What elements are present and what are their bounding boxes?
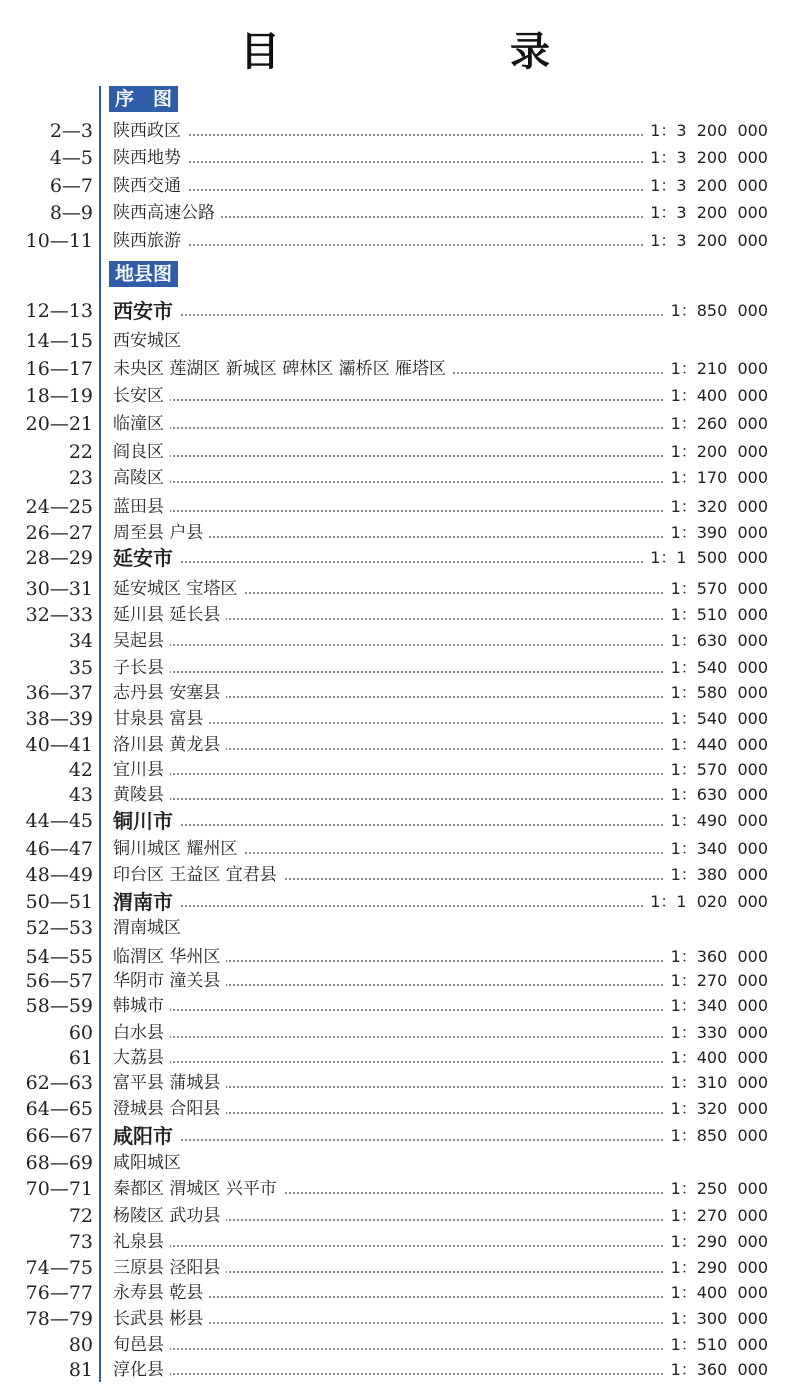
map-scale: 1：570 000 xyxy=(665,576,768,602)
toc-entry[interactable] xyxy=(0,706,790,732)
map-scale: 1：250 000 xyxy=(665,1176,768,1202)
map-name: 渭南市 xyxy=(113,889,179,915)
toc-entry[interactable] xyxy=(0,944,790,970)
map-scale: 1：630 000 xyxy=(665,628,768,654)
map-name: 咸阳城区 xyxy=(113,1150,187,1176)
toc-entry[interactable] xyxy=(0,383,790,409)
map-name: 延川县 延长县 xyxy=(113,602,226,628)
page-number: 68—69 xyxy=(25,1152,93,1174)
page-number: 60 xyxy=(68,1022,93,1044)
page-number: 52—53 xyxy=(25,917,93,939)
page-number: 43 xyxy=(68,784,93,806)
dot-leader xyxy=(118,671,730,673)
map-scale: 1：400 000 xyxy=(665,1045,768,1071)
toc-entry[interactable] xyxy=(0,862,790,888)
section-header-di-xian-tu: 地县图 xyxy=(109,261,178,287)
toc-entry[interactable] xyxy=(0,465,790,491)
map-scale: 1：300 000 xyxy=(665,1306,768,1332)
map-scale: 1：290 000 xyxy=(665,1229,768,1255)
dot-leader xyxy=(118,1009,730,1011)
map-name: 渭南城区 xyxy=(113,915,187,941)
page-number: 70—71 xyxy=(25,1178,93,1200)
toc-entry[interactable] xyxy=(0,173,790,199)
dot-leader xyxy=(118,1036,730,1038)
map-scale: 1：310 000 xyxy=(665,1070,768,1096)
toc-entry[interactable] xyxy=(0,1020,790,1046)
map-scale: 1：260 000 xyxy=(665,411,768,437)
toc-entry[interactable] xyxy=(0,732,790,758)
page-number: 56—57 xyxy=(25,970,93,992)
map-scale: 1：330 000 xyxy=(665,1020,768,1046)
map-name: 阎良区 xyxy=(113,439,170,465)
map-scale: 1：400 000 xyxy=(665,383,768,409)
page-number: 10—11 xyxy=(25,230,93,252)
map-name: 子长县 xyxy=(113,655,170,681)
toc-entry[interactable] xyxy=(0,602,790,628)
dot-leader xyxy=(118,798,730,800)
toc-entry[interactable] xyxy=(0,1070,790,1096)
map-name: 咸阳市 xyxy=(113,1123,179,1149)
section-header-xu-tu: 序 图 xyxy=(109,86,178,112)
toc-entry[interactable] xyxy=(0,494,790,520)
map-scale: 1：290 000 xyxy=(665,1255,768,1281)
map-name: 永寿县 乾县 xyxy=(113,1280,209,1306)
map-scale: 1：400 000 xyxy=(665,1280,768,1306)
map-name: 大荔县 xyxy=(113,1045,170,1071)
page-number: 28—29 xyxy=(25,547,93,569)
page-number: 50—51 xyxy=(25,891,93,913)
toc-entry[interactable] xyxy=(0,356,790,382)
page-number: 32—33 xyxy=(25,604,93,626)
toc-entry[interactable] xyxy=(0,576,790,602)
map-scale: 1：440 000 xyxy=(665,732,768,758)
map-scale: 1：3 200 000 xyxy=(644,173,768,199)
dot-leader xyxy=(118,481,730,483)
dot-leader xyxy=(118,905,730,907)
map-scale: 1：390 000 xyxy=(665,520,768,546)
page-number: 64—65 xyxy=(25,1098,93,1120)
dot-leader xyxy=(118,314,730,316)
toc-entry[interactable] xyxy=(0,298,790,324)
map-scale: 1：270 000 xyxy=(665,1203,768,1229)
dot-leader xyxy=(118,1373,730,1375)
map-scale: 1：570 000 xyxy=(665,757,768,783)
toc-entry[interactable] xyxy=(0,757,790,783)
toc-entry[interactable] xyxy=(0,1176,790,1202)
toc-entry[interactable] xyxy=(0,1203,790,1229)
map-name: 铜川城区 耀州区 xyxy=(113,836,243,862)
map-scale: 1：3 200 000 xyxy=(644,228,768,254)
toc-entry[interactable] xyxy=(0,782,790,808)
map-name: 陕西高速公路 xyxy=(113,200,221,226)
toc-entry[interactable] xyxy=(0,1280,790,1306)
toc-entry[interactable] xyxy=(0,545,790,571)
map-name: 蓝田县 xyxy=(113,494,170,520)
map-scale: 1：340 000 xyxy=(665,836,768,862)
map-scale: 1：510 000 xyxy=(665,602,768,628)
map-name: 陕西旅游 xyxy=(113,228,187,254)
toc-entry[interactable] xyxy=(0,145,790,171)
map-name: 长安区 xyxy=(113,383,170,409)
toc-entry[interactable] xyxy=(0,439,790,465)
page-number: 48—49 xyxy=(25,864,93,886)
map-name: 黄陵县 xyxy=(113,782,170,808)
map-name: 华阴市 潼关县 xyxy=(113,968,226,994)
map-name: 甘泉县 富县 xyxy=(113,706,209,732)
page-number: 62—63 xyxy=(25,1072,93,1094)
toc-entry[interactable] xyxy=(0,628,790,654)
page-number: 76—77 xyxy=(25,1282,93,1304)
map-scale: 1：320 000 xyxy=(665,494,768,520)
map-name: 礼泉县 xyxy=(113,1229,170,1255)
page-number: 36—37 xyxy=(25,682,93,704)
map-name: 周至县 户县 xyxy=(113,520,209,546)
map-name: 三原县 泾阳县 xyxy=(113,1255,226,1281)
map-scale: 1：540 000 xyxy=(665,706,768,732)
toc-entry[interactable] xyxy=(0,411,790,437)
toc-entry[interactable] xyxy=(0,328,790,354)
page-number: 22 xyxy=(68,441,93,463)
map-name: 西安市 xyxy=(113,298,179,324)
page-number: 46—47 xyxy=(25,838,93,860)
page-number: 30—31 xyxy=(25,578,93,600)
toc-entry[interactable] xyxy=(0,915,790,941)
page-number: 24—25 xyxy=(25,496,93,518)
map-name: 未央区 莲湖区 新城区 碑林区 灞桥区 雁塔区 xyxy=(113,356,452,382)
toc-entry[interactable] xyxy=(0,836,790,862)
page-title: 目 录 xyxy=(240,29,645,75)
dot-leader xyxy=(118,244,730,246)
dot-leader xyxy=(118,455,730,457)
map-name: 铜川市 xyxy=(113,808,179,834)
toc-entry[interactable] xyxy=(0,808,790,834)
map-scale: 1：630 000 xyxy=(665,782,768,808)
map-name: 杨陵区 武功县 xyxy=(113,1203,226,1229)
map-name: 陕西政区 xyxy=(113,118,187,144)
map-name: 延安市 xyxy=(113,545,179,571)
toc-entry[interactable] xyxy=(0,680,790,706)
map-name: 长武县 彬县 xyxy=(113,1306,209,1332)
toc-entry[interactable] xyxy=(0,200,790,226)
map-scale: 1：490 000 xyxy=(665,808,768,834)
page-number: 26—27 xyxy=(25,522,93,544)
map-name: 高陵区 xyxy=(113,465,170,491)
map-name: 西安城区 xyxy=(113,328,187,354)
page-number: 35 xyxy=(68,657,93,679)
map-scale: 1：580 000 xyxy=(665,680,768,706)
toc-entry[interactable] xyxy=(0,1150,790,1176)
map-name: 宜川县 xyxy=(113,757,170,783)
dot-leader xyxy=(118,510,730,512)
map-name: 富平县 蒲城县 xyxy=(113,1070,226,1096)
map-name: 吴起县 xyxy=(113,628,170,654)
page-number: 12—13 xyxy=(25,300,93,322)
page-number: 44—45 xyxy=(25,810,93,832)
dot-leader xyxy=(118,1348,730,1350)
toc-entry[interactable] xyxy=(0,889,790,915)
page-number: 8—9 xyxy=(49,202,93,224)
map-scale: 1：3 200 000 xyxy=(644,145,768,171)
page-number: 72 xyxy=(68,1205,93,1227)
dot-leader xyxy=(118,722,730,724)
map-scale: 1：360 000 xyxy=(665,1357,768,1383)
map-scale: 1：360 000 xyxy=(665,944,768,970)
dot-leader xyxy=(118,1061,730,1063)
map-scale: 1：340 000 xyxy=(665,993,768,1019)
page-number: 4—5 xyxy=(49,147,93,169)
page-number: 80 xyxy=(68,1334,93,1356)
dot-leader xyxy=(118,561,730,563)
map-name: 秦都区 渭城区 兴平市 xyxy=(113,1176,283,1202)
page-number: 54—55 xyxy=(25,946,93,968)
map-name: 陕西交通 xyxy=(113,173,187,199)
map-scale: 1：380 000 xyxy=(665,862,768,888)
page-number: 23 xyxy=(68,467,93,489)
page-number: 34 xyxy=(68,630,93,652)
map-scale: 1：510 000 xyxy=(665,1332,768,1358)
toc-entry[interactable] xyxy=(0,1229,790,1255)
page-number: 78—79 xyxy=(25,1308,93,1330)
toc-entry[interactable] xyxy=(0,118,790,144)
map-name: 印台区 王益区 宜君县 xyxy=(113,862,283,888)
map-scale: 1：850 000 xyxy=(665,1123,768,1149)
map-name: 韩城市 xyxy=(113,993,170,1019)
map-scale: 1：170 000 xyxy=(665,465,768,491)
map-name: 临潼区 xyxy=(113,411,170,437)
dot-leader xyxy=(118,427,730,429)
page-number: 66—67 xyxy=(25,1125,93,1147)
page-number: 16—17 xyxy=(25,358,93,380)
page-number: 6—7 xyxy=(49,175,93,197)
toc-entry[interactable] xyxy=(0,1123,790,1149)
map-scale: 1：540 000 xyxy=(665,655,768,681)
page-number: 14—15 xyxy=(25,330,93,352)
map-scale: 1：320 000 xyxy=(665,1096,768,1122)
toc-entry[interactable] xyxy=(0,228,790,254)
map-scale: 1：3 200 000 xyxy=(644,200,768,226)
toc-entry[interactable] xyxy=(0,1306,790,1332)
toc-entry[interactable] xyxy=(0,655,790,681)
page-number: 20—21 xyxy=(25,413,93,435)
page-number: 38—39 xyxy=(25,708,93,730)
dot-leader xyxy=(118,1296,730,1298)
dot-leader xyxy=(118,1322,730,1324)
map-scale: 1：1 020 000 xyxy=(644,889,768,915)
toc-entry[interactable] xyxy=(0,1357,790,1383)
map-name: 淳化县 xyxy=(113,1357,170,1383)
dot-leader xyxy=(118,399,730,401)
toc-entry[interactable] xyxy=(0,993,790,1019)
map-scale: 1：850 000 xyxy=(665,298,768,324)
dot-leader xyxy=(118,161,730,163)
dot-leader xyxy=(118,189,730,191)
dot-leader xyxy=(118,644,730,646)
dot-leader xyxy=(118,134,730,136)
toc-entry[interactable] xyxy=(0,520,790,546)
map-scale: 1：270 000 xyxy=(665,968,768,994)
page-number: 73 xyxy=(68,1231,93,1253)
map-name: 洛川县 黄龙县 xyxy=(113,732,226,758)
page-number: 42 xyxy=(68,759,93,781)
toc-entry[interactable] xyxy=(0,1255,790,1281)
map-scale: 1：1 500 000 xyxy=(644,545,768,571)
map-scale: 1：200 000 xyxy=(665,439,768,465)
toc-entry[interactable] xyxy=(0,1332,790,1358)
dot-leader xyxy=(118,773,730,775)
page-number: 2—3 xyxy=(49,120,93,142)
dot-leader xyxy=(118,1139,730,1141)
toc-entry[interactable] xyxy=(0,1096,790,1122)
dot-leader xyxy=(118,1245,730,1247)
page-number: 18—19 xyxy=(25,385,93,407)
map-name: 志丹县 安塞县 xyxy=(113,680,226,706)
map-name: 澄城县 合阳县 xyxy=(113,1096,226,1122)
page-number: 58—59 xyxy=(25,995,93,1017)
map-name: 延安城区 宝塔区 xyxy=(113,576,243,602)
dot-leader xyxy=(118,536,730,538)
map-scale: 1：3 200 000 xyxy=(644,118,768,144)
page-number: 74—75 xyxy=(25,1257,93,1279)
dot-leader xyxy=(118,824,730,826)
map-name: 旬邑县 xyxy=(113,1332,170,1358)
toc-entry[interactable] xyxy=(0,1045,790,1071)
map-name: 白水县 xyxy=(113,1020,170,1046)
page-number: 40—41 xyxy=(25,734,93,756)
map-name: 陕西地势 xyxy=(113,145,187,171)
page-number: 81 xyxy=(68,1359,93,1381)
map-name: 临渭区 华州区 xyxy=(113,944,226,970)
page-number: 61 xyxy=(68,1047,93,1069)
toc-entry[interactable] xyxy=(0,968,790,994)
map-scale: 1：210 000 xyxy=(665,356,768,382)
